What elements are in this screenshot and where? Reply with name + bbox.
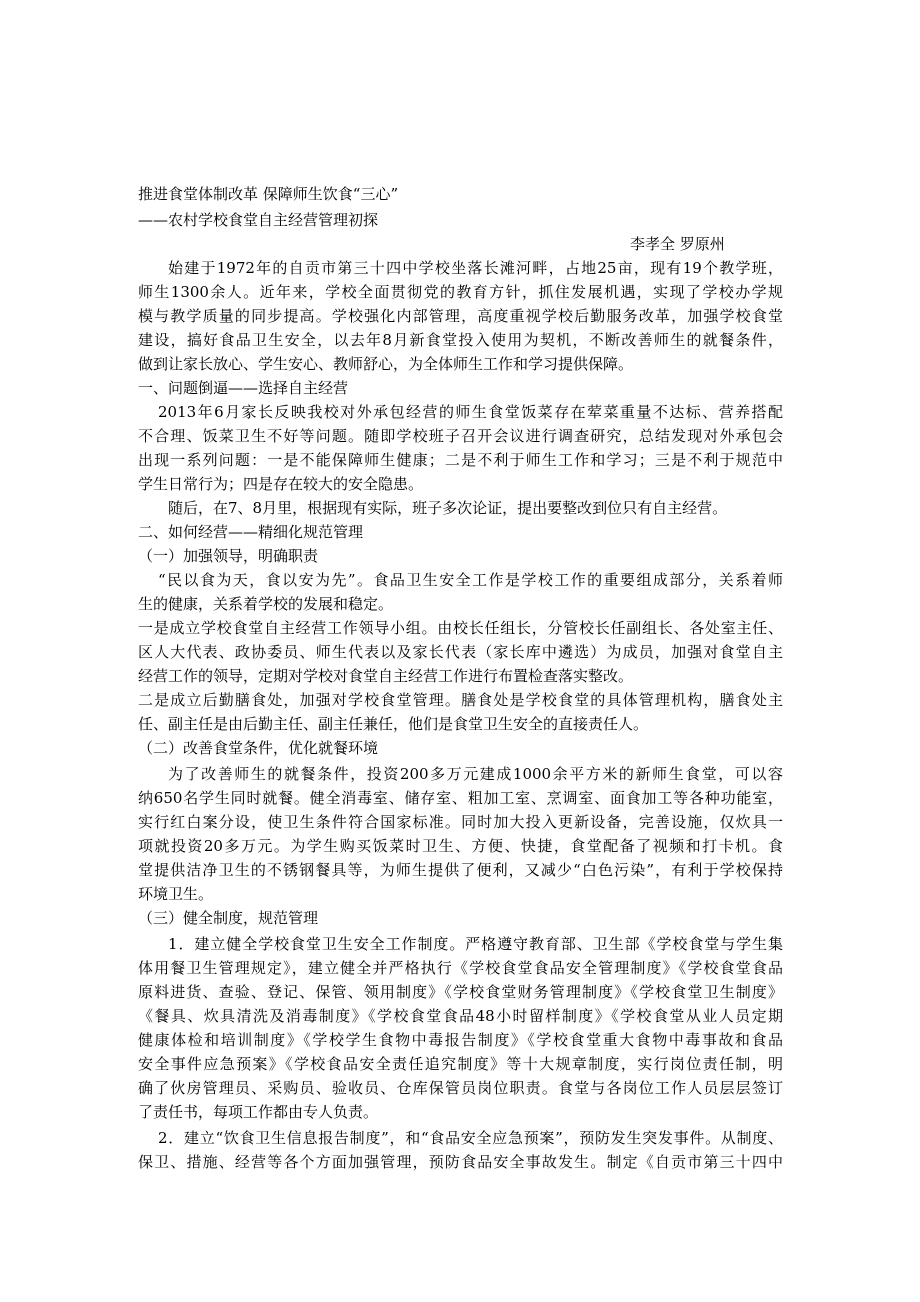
paragraph-line: 确了伙房管理员、采购员、验收员、仓库保管员岗位职责。食堂与各岗位工作人员层层签订 (138, 1079, 783, 1097)
subsection-heading: （一）加强领导，明确职责 (138, 547, 319, 565)
paragraph-line: 项就投资20多万元。为学生购买饭菜时卫生、方便、快捷，食堂配备了视频和打卡机。食 (138, 837, 783, 855)
subsection-heading: （三）健全制度，规范管理 (138, 909, 319, 927)
paragraph-line: 生的健康，关系着学校的发展和稳定。 (138, 595, 394, 613)
paragraph-line: 堂提供洁净卫生的不锈钢餐具等，为师生提供了便利，又减少“白色污染”，有利于学校保持 (138, 861, 783, 879)
paragraph-line: “民以食为天，食以安为先”。食品卫生安全工作是学校工作的重要组成部分，关系着师 (158, 571, 783, 589)
paragraph-line: 不合理、饭菜卫生不好等问题。随即学校班子召开会议进行调查研究，总结发现对外承包会 (138, 427, 783, 445)
paragraph-line: 经营工作的领导，定期对学校对食堂自主经营工作进行布置检查落实整改。 (138, 667, 634, 685)
subsection-heading: （二）改善食堂条件，优化就餐环境 (138, 739, 379, 757)
paragraph-line: 一是成立学校食堂自主经营工作领导小组。由校长任组长，分管校长任副组长、各处室主任、 (138, 619, 783, 637)
paragraph-line: 模与教学质量的同步提高。学校强化内部管理，高度重视学校后勤服务改革，加强学校食堂 (138, 307, 783, 325)
paragraph-line: 出现一系列问题：一是不能保障师生健康；二是不利于师生工作和学习；三是不利于规范中 (138, 451, 783, 469)
paragraph-line: 2．建立“饮食卫生信息报告制度”，和“食品安全应急预案”，预防发生突发事件。从制度、 (158, 1129, 783, 1147)
document-subtitle: ——农村学校食堂自主经营管理初探 (138, 211, 379, 229)
document-authors: 李孝全 罗原州 (630, 235, 725, 253)
paragraph-line: 体用餐卫生管理规定》，建立健全并严格执行《学校食堂食品安全管理制度》《学校食堂食品 (138, 959, 783, 977)
paragraph-line: 师生1300余人。近年来，学校全面贯彻党的教育方针，抓住发展机遇，实现了学校办学规 (138, 283, 783, 301)
paragraph-line: 原料进货、查验、登记、保管、领用制度》《学校食堂财务管理制度》《学校食堂卫生制度》 (138, 983, 783, 1001)
paragraph-line: 1．建立健全学校食堂卫生安全工作制度。严格遵守教育部、卫生部《学校食堂与学生集 (168, 935, 783, 953)
paragraph-line: 学生日常行为；四是存在较大的安全隐患。 (138, 475, 424, 493)
paragraph-line: 区人大代表、政协委员、师生代表以及家长代表（家长库中遴选）为成员，加强对食堂自主 (138, 643, 783, 661)
paragraph-line: 任、副主任是由后勤主任、副主任兼任，他们是食堂卫生安全的直接责任人。 (138, 715, 649, 733)
document-title: 推进食堂体制改革 保障师生饮食“三心” (138, 185, 399, 203)
paragraph-line: 了责任书，每项工作都由专人负责。 (138, 1103, 379, 1121)
paragraph-line: 《餐具、炊具清洗及消毒制度》《学校食堂食品48小时留样制度》《学校食堂从业人员定期 (138, 1007, 783, 1025)
section-heading: 一、问题倒逼——选择自主经营 (138, 379, 349, 397)
paragraph-line: 实行红白案分设，使卫生条件符合国家标准。同时加大投入更新设备，完善设施，仅炊具一 (138, 813, 783, 831)
paragraph-line: 做到让家长放心、学生安心、教师舒心，为全体师生工作和学习提供保障。 (138, 355, 634, 373)
paragraph-line: 随后，在7、8月里，根据现有实际，班子多次论证，提出要整改到位只有自主经营。 (168, 499, 728, 517)
paragraph-line: 安全事件应急预案》《学校食品安全责任追究制度》等十大规章制度，实行岗位责任制，明 (138, 1055, 783, 1073)
paragraph-line: 保卫、措施、经营等各个方面加强管理，预防食品安全事故发生。制定《自贡市第三十四中 (138, 1153, 783, 1171)
paragraph-line: 环境卫生。 (138, 885, 214, 903)
paragraph-line: 建设，搞好食品卫生安全，以去年8月新食堂投入使用为契机，不断改善师生的就餐条件， (138, 331, 783, 349)
paragraph-line: 健康体检和培训制度》《学校学生食物中毒报告制度》《学校食堂重大食物中毒事故和食品 (138, 1031, 783, 1049)
paragraph-line: 始建于1972年的自贡市第三十四中学校坐落长滩河畔，占地25亩，现有19个教学班， (168, 259, 783, 277)
paragraph-line: 二是成立后勤膳食处，加强对学校食堂管理。膳食处是学校食堂的具体管理机构，膳食处主 (138, 691, 783, 709)
paragraph-line: 为了改善师生的就餐条件，投资200多万元建成1000余平方米的新师生食堂，可以容 (168, 765, 783, 783)
paragraph-line: 2013年6月家长反映我校对外承包经营的师生食堂饭菜存在荤菜重量不达标、营养搭配 (158, 403, 783, 421)
paragraph-line: 纳650名学生同时就餐。健全消毒室、储存室、粗加工室、烹调室、面食加工等各种功能室， (138, 789, 783, 807)
section-heading: 二、如何经营——精细化规范管理 (138, 523, 364, 541)
